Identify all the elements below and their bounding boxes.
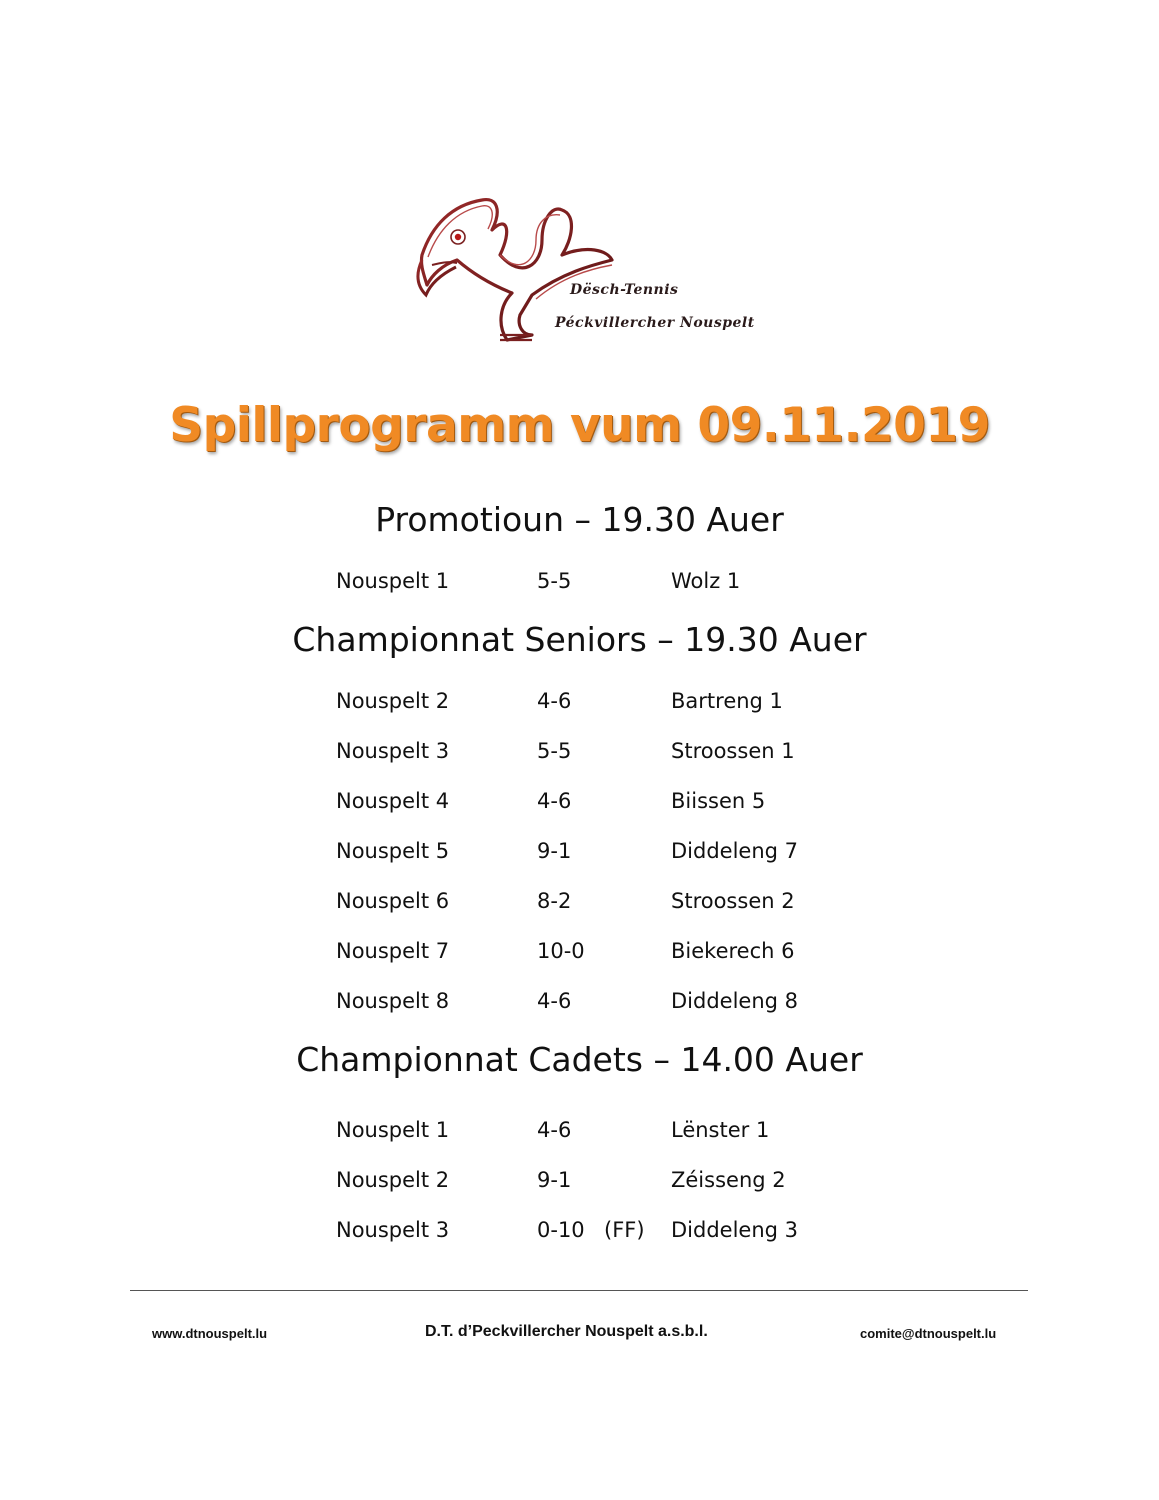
section-title-cadets: Championnat Cadets – 14.00 Auer [296,1040,863,1079]
match-row [0,739,1159,769]
home-team: Nouspelt 8 [336,989,450,1013]
away-team: Biissen 5 [671,789,766,813]
footer-divider [130,1290,1028,1291]
home-team: Nouspelt 6 [336,889,450,913]
home-team: Nouspelt 1 [336,569,450,593]
away-team: Stroossen 1 [671,739,795,763]
away-team: Stroossen 2 [671,889,795,913]
match-row [0,839,1159,869]
match-row [0,939,1159,969]
page-title: Spillprogramm vum 09.11.2019 [169,398,990,453]
match-row [0,1218,1159,1248]
home-team: Nouspelt 2 [336,1168,450,1192]
away-team: Wolz 1 [671,569,741,593]
away-team: Diddeleng 7 [671,839,799,863]
home-team: Nouspelt 3 [336,1218,450,1242]
score: 5-5 [537,569,572,593]
footer-club-name: D.T. d’Peckvillercher Nouspelt a.s.b.l. [425,1323,708,1340]
footer-website-link[interactable]: www.dtnouspelt.lu [152,1326,268,1341]
match-row [0,789,1159,819]
home-team: Nouspelt 7 [336,939,450,963]
score: 10-0 [537,939,585,963]
match-row [0,1168,1159,1198]
score: 9-1 [537,1168,572,1192]
home-team: Nouspelt 4 [336,789,450,813]
home-team: Nouspelt 5 [336,839,450,863]
home-team: Nouspelt 3 [336,739,450,763]
match-row [0,569,1159,599]
score: 8-2 [537,889,572,913]
away-team: Diddeleng 8 [671,989,799,1013]
home-team: Nouspelt 1 [336,1118,450,1142]
home-team: Nouspelt 2 [336,689,450,713]
score: 4-6 [537,689,572,713]
section-title-seniors: Championnat Seniors – 19.30 Auer [292,620,867,659]
score: 4-6 [537,789,572,813]
score: 0-10 [537,1218,585,1242]
match-row [0,689,1159,719]
score: 4-6 [537,1118,572,1142]
match-row [0,1118,1159,1148]
score: 5-5 [537,739,572,763]
away-team: Biekerech 6 [671,939,795,963]
away-team: Zéisseng 2 [671,1168,786,1192]
match-row [0,889,1159,919]
match-row [0,989,1159,1019]
footer-email-link[interactable]: comite@dtnouspelt.lu [860,1326,997,1341]
away-team: Bartreng 1 [671,689,783,713]
section-title-promotioun: Promotioun – 19.30 Auer [375,500,784,539]
match-note: (FF) [604,1218,645,1242]
score: 9-1 [537,839,572,863]
score: 4-6 [537,989,572,1013]
logo-text-line2: Péckvillercher Nouspelt [555,315,755,331]
logo-text-line1: Dësch-Tennis [570,282,679,298]
away-team: Diddeleng 3 [671,1218,799,1242]
away-team: Lënster 1 [671,1118,770,1142]
